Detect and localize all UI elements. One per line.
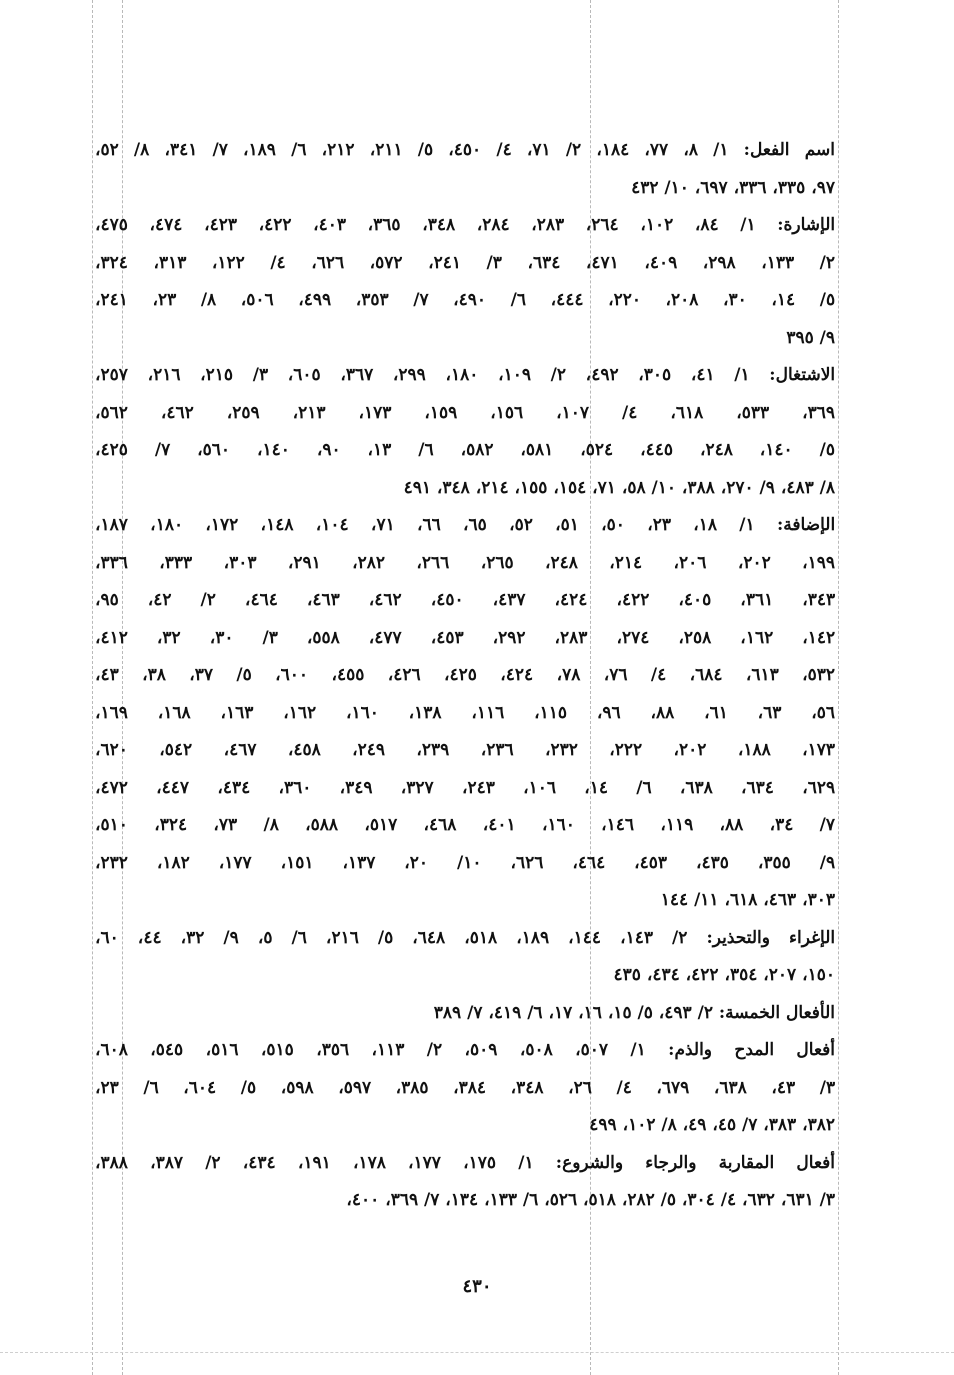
index-entry-heading-line: الإضافة: ١/ ١٨، ٢٣، ٥٠، ٥١، ٥٢، ٦٥، ٦٦، ٧١، ١٠٤، ١٤٨، ١٧٢، ١٨٠، ١٨٧، [95, 515, 835, 535]
index-entry-continuation-line: ٩/ ٣٩٥ [786, 327, 835, 348]
index-entry-continuation-line: ٥/ ١٤٠، ٢٤٨، ٤٤٥، ٥٢٤، ٥٨١، ٥٨٢، ٦/ ١٣، ٩٠، ١٤٠، ٥٦٠، ٧/ ٤٢٥، [95, 440, 835, 460]
index-entry-continuation-line: ٣٦٩، ٥٣٣، ٦١٨، ٤/ ١٠٧، ١٥٦، ١٥٩، ١٧٣، ٢١٣، ٢٥٩، ٤٦٢، ٥٦٢، [95, 402, 835, 423]
index-entry-continuation-line: ٣٠٣، ٤٦٣، ٦١٨، ١١/ ١٤٤ [660, 890, 835, 910]
index-entry-continuation-line: ٢/ ١٣٣، ٢٩٨، ٤٠٩، ٤٧١، ٦٣٤، ٣/ ٢٤١، ٥٧٢، ٦٢٦، ٤/ ١٢٢، ٣١٣، ٣٢٤، [95, 252, 835, 273]
index-entry-continuation-line: ١٥٠، ٢٠٧، ٣٥٤، ٤٢٢، ٤٣٤، ٤٣٥ [613, 965, 835, 985]
scan-line [838, 0, 839, 1375]
index-entry [95, 920, 835, 995]
index-entry-continuation-line: ٣٨٢، ٣٨٣، ٧/ ٤٥، ٤٩، ٨/ ١٠٢، ٤٩٩ [589, 1115, 835, 1135]
index-entry [95, 207, 835, 357]
index-entry [95, 507, 835, 920]
index-entry-continuation-line: ٩٧، ٣٣٥، ٣٣٦، ٦٩٧، ١٠/ ٤٣٢ [631, 177, 835, 198]
index-entry-heading-line: أفعال المقاربة والرجاء والشروع: ١/ ١٧٥، ١٧٧، ١٧٨، ١٩١، ٤٣٤، ٢/ ٣٨٧، ٣٨٨، [95, 1152, 835, 1173]
index-entry-continuation-line: ٥/ ١٤، ٣٠، ٢٠٨، ٢٢٠، ٤٤٤، ٦/ ٤٩٠، ٧/ ٣٥٣، ٤٩٩، ٥٠٦، ٨/ ٢٣، ٢٤١، [95, 290, 835, 310]
index-entry-continuation-line: ٣/ ٤٣، ٦٣٨، ٦٧٩، ٤/ ٢٦، ٣٤٨، ٣٨٤، ٣٨٥، ٥٩٧، ٥٩٨، ٥/ ٦٠٤، ٦/ ٢٣، [95, 1077, 835, 1098]
index-entry-heading-line: اسم الفعل: ١/ ٨، ٧٧، ١٨٤، ٢/ ٧١، ٤/ ٤٥٠، ٥/ ٢١١، ٢١٢، ٦/ ١٨٩، ٧/ ٣٤١، ٨/ ٥٢، [95, 140, 835, 160]
index-entry-continuation-line: ٧/ ٣٤، ٨٨، ١١٩، ١٤٦، ١٦٠، ٤٠١، ٤٦٨، ٥١٧، ٥٨٨، ٨/ ٧٣، ٣٢٤، ٥١٠، [95, 815, 835, 835]
index-entry-heading-line: الأفعال الخمسة: ٢/ ٤٩٣، ٥/ ١٥، ١٦، ١٧، ٦/ ٤١٩، ٧/ ٣٨٩ [433, 1002, 835, 1023]
index-entry-continuation-line: ١٤٢، ١٦٢، ٢٥٨، ٢٧٤، ٢٨٣، ٢٩٢، ٤٥٣، ٤٧٧، ٥٥٨، ٣/ ٣٠، ٣٢، ٤١٢، [95, 627, 835, 648]
index-entry [95, 995, 835, 1033]
index-entry-continuation-line: ٦٢٩، ٦٣٤، ٦٣٨، ٦/ ١٤، ١٠٦، ٢٤٣، ٣٢٧، ٣٤٩، ٣٦٠، ٤٣٤، ٤٤٧، ٤٧٢، [95, 777, 835, 798]
index-entry-heading-line: أفعال المدح والذم: ١/ ٥٠٧، ٥٠٨، ٥٠٩، ٢/ ١١٣، ٣٥٦، ٥١٥، ٥١٦، ٥٤٥، ٦٠٨، [95, 1040, 835, 1060]
index-entry-continuation-line: ٣٤٣، ٣٦١، ٤٠٥، ٤٢٢، ٤٢٤، ٤٣٧، ٤٥٠، ٤٦٢، ٤٦٣، ٤٦٤، ٢/ ٤٢، ٩٥، [95, 590, 835, 610]
index-entry-continuation-line: ٣/ ٦٣١، ٦٣٢، ٤/ ٣٠٤، ٥/ ٢٨٢، ٥١٨، ٥٢٦، ٦/ ١٣٣، ١٣٤، ٧/ ٣٦٩، ٤٠٠، [346, 1190, 835, 1210]
index-entry-continuation-line: ٥٣٢، ٦١٣، ٦٨٤، ٤/ ٧٦، ٧٨، ٤٢٤، ٤٢٥، ٤٢٦، ٤٥٥، ٦٠٠، ٥/ ٣٧، ٣٨، ٤٣، [95, 665, 835, 685]
index-entry-continuation-line: ١٧٣، ١٨٨، ٢٠٢، ٢٢٢، ٢٣٢، ٢٣٦، ٢٣٩، ٢٤٩، ٤٥٨، ٤٦٧، ٥٤٢، ٦٢٠، [95, 740, 835, 760]
index-entry-heading-line: الإشارة: ١/ ٨٤، ١٠٢، ٢٦٤، ٢٨٣، ٢٨٤، ٣٤٨، ٣٦٥، ٤٠٣، ٤٢٢، ٤٢٣، ٤٧٤، ٤٧٥، [95, 215, 835, 235]
index-entry-continuation-line: ٥٦، ٦٣، ٦١، ٨٨، ٩٦، ١١٥، ١١٦، ١٣٨، ١٦٠، ١٦٢، ١٦٣، ١٦٨، ١٦٩، [95, 702, 835, 723]
index-entry-heading-line: الإغراء والتحذير: ٢/ ١٤٣، ١٤٤، ١٨٩، ٥١٨، ٦٤٨، ٥/ ٢١٦، ٦/ ٥، ٩/ ٣٢، ٤٤، ٦٠، [95, 927, 835, 948]
index-entry-continuation-line: ٨/ ٤٨٣، ٩/ ٢٧٠، ٣٨٨، ١٠/ ٥٨، ٧١، ١٥٤، ١٥٥، ٢١٤، ٣٤٨، ٤٩١ [403, 477, 835, 498]
index-entry [95, 1032, 835, 1145]
index-entry [95, 1145, 835, 1220]
scan-line [0, 1352, 954, 1353]
index-entries [95, 132, 835, 1220]
index-entry-continuation-line: ٩/ ٣٥٥، ٤٣٥، ٤٥٣، ٤٦٤، ٦٢٦، ١٠/ ٢٠، ١٣٧، ١٥١، ١٧٧، ١٨٢، ٢٣٢، [95, 852, 835, 873]
page-number: ٤٣٠ [462, 1276, 492, 1297]
scan-line [92, 0, 93, 1375]
index-entry [95, 132, 835, 207]
index-entry-continuation-line: ١٩٩، ٢٠٢، ٢٠٦، ٢١٤، ٢٤٨، ٢٦٥، ٢٦٦، ٢٨٢، ٢٩١، ٣٠٣، ٣٣٣، ٣٣٦، [95, 552, 835, 573]
index-entry-heading-line: الاشتغال: ١/ ٤١، ٣٠٥، ٤٩٢، ٢/ ١٠٩، ١٨٠، ٢٩٩، ٣٦٧، ٦٠٥، ٣/ ٢١٥، ٢١٦، ٢٥٧، [95, 365, 835, 385]
index-entry [95, 357, 835, 507]
